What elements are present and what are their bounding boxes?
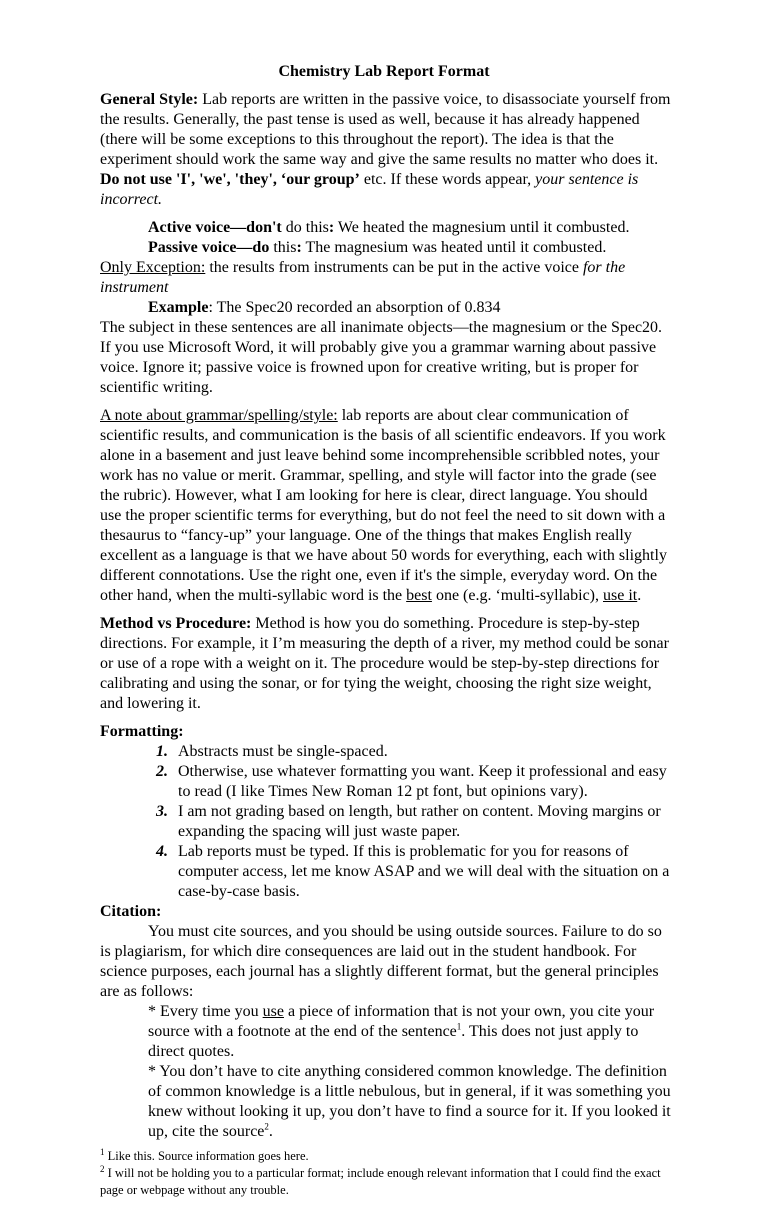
voice-examples: [100, 218, 672, 398]
general-style-label: General Style:: [100, 91, 199, 108]
list-item: [172, 842, 672, 902]
document-title: Chemistry Lab Report Format: [278, 63, 490, 80]
exception-line: [100, 258, 672, 298]
text: I will not be holding you to a particular format; include enough relevant information that I could find the exact page or webpage without any trouble.: [100, 1166, 661, 1197]
text: :: [296, 239, 302, 256]
text: lab reports are about clear communication of scientific results, and communication is the basis of all scientific endeavors. If you work alone in a basement and just leave behind some incomprehensible scribbled notes, your work has no value or merit. Grammar, spelling, and style will factor into the grade (see the rubric). However, what I am looking for here is clear, direct language. You should use the proper scientific terms for everything, but do not feel the need to sit down with a thesaurus to “fancy-up” your language. One of the things that makes English really excellent as a language is that we have about 50 words for everything, each with slightly different connotations. Use the right one, even if it's the simple, everyday word. On the other hand, when the multi-syllabic word is the: [100, 407, 667, 604]
citation-section: [100, 902, 672, 1142]
method-paragraph: [100, 614, 672, 714]
active-voice-line: [100, 218, 672, 238]
bold-text: Do not use 'I', 'we', 'they', ‘our group’: [100, 171, 360, 188]
label: Only Exception:: [100, 259, 206, 276]
label: Active voice—don't: [148, 219, 282, 236]
label: Passive voice—do: [148, 239, 270, 256]
italic-text: your sentence is incorrect.: [100, 171, 639, 208]
section-heading: Citation:: [100, 903, 162, 920]
label: Example: [148, 299, 209, 316]
list-item: [172, 802, 672, 842]
text: I am not grading based on length, but rather on content. Moving margins or expanding the spacing will just waste paper.: [178, 803, 661, 840]
formatting-list: [100, 742, 672, 902]
text: .: [268, 1123, 273, 1140]
text: .: [637, 587, 642, 604]
text: the results from instruments can be put in the active voice: [205, 259, 583, 276]
citation-bullet: [100, 1062, 672, 1142]
text: one (e.g. ‘multi-syllabic),: [431, 587, 603, 604]
citation-bullet: [100, 1002, 672, 1062]
text: Otherwise, use whatever formatting you want. Keep it professional and easy to read (I like Times New Roman 12 pt font, but opinions vary).: [178, 763, 667, 800]
text: . This does not just apply to direct quotes.: [148, 1023, 639, 1060]
subject-paragraph: The subject in these sentences are all inanimate objects—the magnesium or the Spec20. If you use Microsoft Word, it will probably give you a grammar warning about passive voice. Ignore it; passive voice is frowned upon for creative writing, but is proper for scientific writing.: [100, 319, 663, 396]
text: Abstracts must be single-spaced.: [178, 743, 388, 760]
label: Method vs Procedure:: [100, 615, 252, 632]
text: this: [269, 239, 297, 256]
footnote-ref[interactable]: 2: [264, 1121, 269, 1132]
text: Lab reports are written in the passive voice, to disassociate yourself from the results. Generally, the past tense is used as well, because it has already happened (there will be some exceptions to this throughout the report). The idea is that the experiment should work the same way and give the same results no matter who does it.: [100, 91, 671, 168]
text: use it: [603, 587, 638, 604]
text: The magnesium was heated until it combusted.: [301, 239, 607, 256]
text: Like this. Source information goes here.: [104, 1149, 309, 1163]
footnote: [100, 1148, 672, 1165]
text: Method is how you do something. Procedure is step-by-step directions. For example, it I’m measuring the depth of a river, my method could be sonar or use of a rope with a weight on it. The procedure would be step-by-step directions for calibrating and using the sonar, or for tying the weight, choosing the right size weight, and lowering it.: [100, 615, 669, 712]
footnotes: [100, 1148, 672, 1199]
section-heading: Formatting:: [100, 723, 184, 740]
text: * You don’t have to cite anything considered common knowledge. The definition of common knowledge is a little nebulous, but in general, if it was something you knew without looking it up, you don’t have to find a source for it. If you looked it up, cite the source: [148, 1063, 671, 1140]
footnote-ref[interactable]: 1: [456, 1021, 462, 1032]
text: a piece of information that is not your own, you cite your source with a footnote at the end of the sentence: [148, 1003, 655, 1040]
list-item: [172, 762, 672, 802]
list-item: [172, 742, 672, 762]
passive-voice-line: [100, 238, 672, 258]
label: A note about grammar/spelling/style:: [100, 407, 338, 424]
text: * Every time you: [148, 1003, 263, 1020]
italic-text: for the instrument: [100, 259, 626, 296]
grammar-note-paragraph: [100, 406, 672, 606]
footnote-number: 2: [100, 1163, 105, 1174]
text: best: [406, 587, 432, 604]
text: use: [262, 1003, 284, 1020]
citation-intro: You must cite sources, and you should be using outside sources. Failure to do so is plagiarism, for which dire consequences are laid out in the student handbook. For science purposes, each journal has a slightly different format, but the general principles are as follows:: [100, 923, 662, 1000]
formatting-section: [100, 722, 672, 902]
example-line: [100, 298, 672, 318]
general-style-paragraph: [100, 90, 672, 210]
text: Lab reports must be typed. If this is problematic for you for reasons of computer access, let me know ASAP and we will deal with the situation on a case-by-case basis.: [178, 843, 670, 900]
text: We heated the magnesium until it combusted.: [334, 219, 630, 236]
footnote: [100, 1165, 672, 1199]
text: :: [328, 219, 335, 236]
text: do this: [281, 219, 329, 236]
text: etc. If these words appear,: [359, 171, 536, 188]
footnote-number: 1: [100, 1146, 105, 1157]
text: : The Spec20 recorded an absorption of 0.834: [208, 299, 501, 316]
